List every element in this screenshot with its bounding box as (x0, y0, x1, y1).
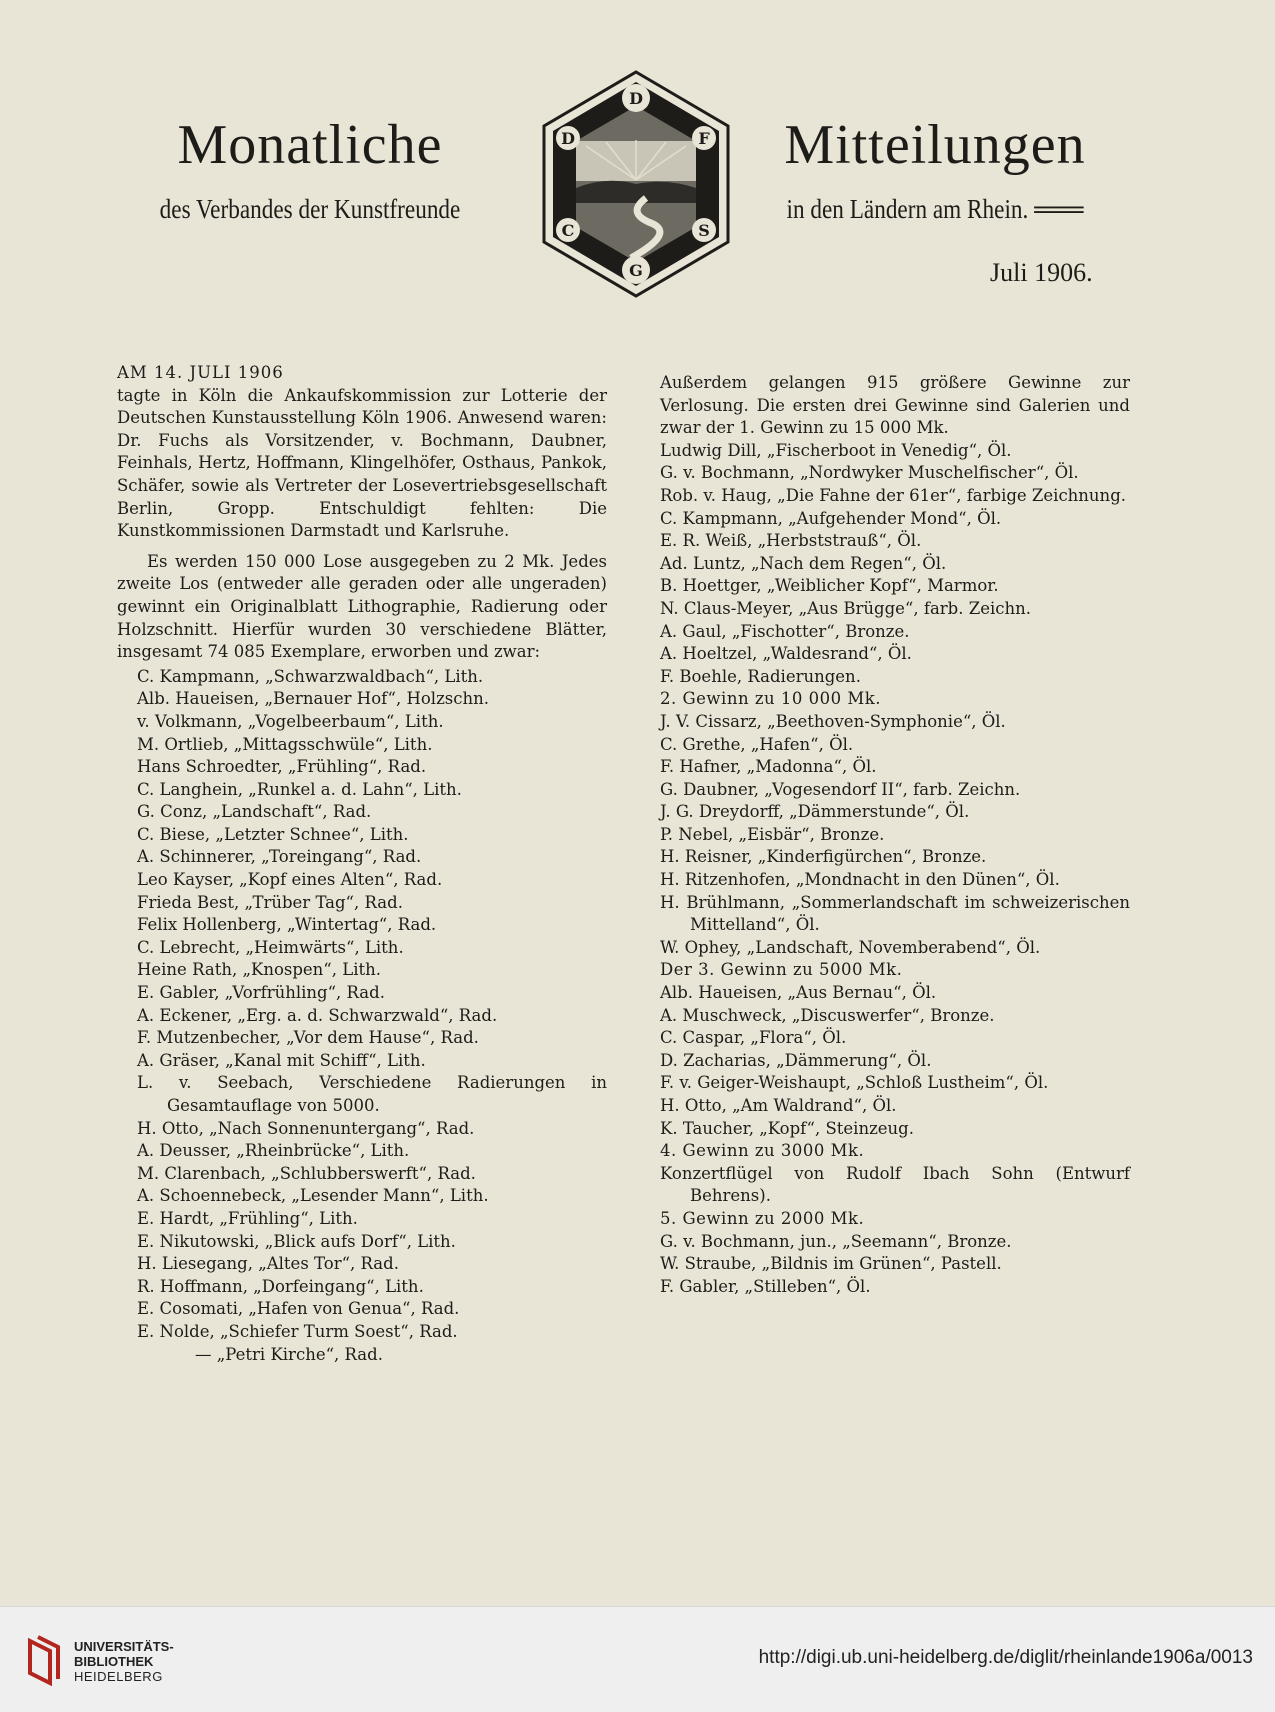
list-item: E. Nikutowski, „Blick aufs Dorf“, Lith. (137, 1231, 456, 1251)
list-item: E. Hardt, „Frühling“, Lith. (137, 1208, 358, 1228)
list-item: R. Hoffmann, „Dorfeingang“, Lith. (137, 1276, 424, 1296)
emblem-logo (536, 68, 736, 300)
list-item: Leo Kayser, „Kopf eines Alten“, Rad. (137, 870, 443, 890)
list-item: C. Lebrecht, „Heimwärts“, Lith. (137, 937, 404, 957)
list-item: F. v. Geiger-Weishaupt, „Schloß Lustheim“, Öl. (660, 1073, 1049, 1093)
list-item: A. Gaul, „Fischotter“, Bronze. (660, 621, 910, 641)
list-item: A. Eckener, „Erg. a. d. Schwarzwald“, Rad. (137, 1005, 498, 1025)
list-item: Rob. v. Haug, „Die Fahne der 61er“, farbige Zeichnung. (660, 485, 1126, 505)
list-item: C. Biese, „Letzter Schnee“, Lith. (137, 824, 409, 844)
masthead-title-right: Mitteilungen (784, 114, 1086, 176)
list-item: C. Caspar, „Flora“, Öl. (660, 1028, 847, 1048)
list-item: H. Brühlmann, „Sommerlandschaft im schweizerischen Mittelland“, Öl. (660, 892, 1130, 935)
prize5-list (660, 1231, 1130, 1299)
masthead-left (130, 112, 490, 226)
list-item: C. Langhein, „Runkel a. d. Lahn“, Lith. (137, 779, 462, 799)
lead-heading: AM 14. JULI 1906 (117, 363, 284, 382)
svg-text:G: G (629, 261, 643, 280)
prize4-list (660, 1163, 1130, 1208)
svg-text:S: S (698, 221, 710, 240)
list-item: L. v. Seebach, Verschiedene Radierungen in Gesamtauflage von 5000. (137, 1073, 607, 1115)
list-item: C. Kampmann, „Schwarzwaldbach“, Lith. (137, 666, 484, 686)
library-name-line3: HEIDELBERG (74, 1669, 163, 1684)
list-item: E. Cosomati, „Hafen von Genua“, Rad. (137, 1299, 460, 1319)
list-item: H. Reisner, „Kinderfigürchen“, Bronze. (660, 847, 987, 867)
list-item: Heine Rath, „Knospen“, Lith. (137, 960, 381, 980)
decorative-rule: ═══ (1034, 194, 1084, 224)
list-item: E. R. Weiß, „Herbststrauß“, Öl. (660, 531, 922, 551)
list-item: J. V. Cissarz, „Beethoven-Symphonie“, Öl. (660, 711, 1006, 731)
masthead-subtitle-right-text: in den Ländern am Rhein. (786, 194, 1029, 224)
list-item: Ludwig Dill, „Fischerboot in Venedig“, Öl. (660, 440, 1012, 460)
permalink-url[interactable]: http://digi.ub.uni-heidelberg.de/diglit/rheinlande1906a/0013 (758, 1647, 1253, 1668)
library-name-line1: UNIVERSITÄTS- (74, 1639, 174, 1654)
list-item: A. Muschweck, „Discuswerfer“, Bronze. (660, 1005, 995, 1025)
list-item: — „Petri Kirche“, Rad. (195, 1344, 383, 1364)
list-item: A. Schoennebeck, „Lesender Mann“, Lith. (137, 1186, 489, 1206)
prize3-list (660, 982, 1130, 1140)
list-item: v. Volkmann, „Vogelbeerbaum“, Lith. (137, 711, 444, 731)
list-item: Felix Hollenberg, „Wintertag“, Rad. (137, 915, 437, 935)
right-column (660, 372, 1130, 1298)
masthead-subtitle-left: des Verbandes der Kunstfreunde (159, 194, 461, 224)
list-item: G. v. Bochmann, „Nordwyker Muschelfischer“, Öl. (660, 463, 1079, 483)
masthead-title-left: Monatliche (177, 114, 443, 176)
issue-date: Juli 1906. (990, 258, 1093, 287)
list-item: F. Gabler, „Stilleben“, Öl. (660, 1276, 871, 1296)
list-item: A. Schinnerer, „Toreingang“, Rad. (137, 847, 422, 867)
list-item: H. Otto, „Am Waldrand“, Öl. (660, 1096, 897, 1115)
svg-text:D: D (629, 89, 643, 108)
left-column (117, 362, 607, 1366)
list-item: P. Nebel, „Eisbär“, Bronze. (660, 824, 885, 844)
list-item: W. Ophey, „Landschaft, Novemberabend“, Öl. (660, 937, 1041, 957)
list-item: A. Hoeltzel, „Waldesrand“, Öl. (660, 644, 912, 664)
footer-bar (0, 1606, 1275, 1712)
list-item: A. Gräser, „Kanal mit Schiff“, Lith. (137, 1050, 426, 1070)
list-item: G. Conz, „Landschaft“, Rad. (137, 802, 372, 822)
list-item: N. Claus-Meyer, „Aus Brügge“, farb. Zeichn. (660, 598, 1031, 618)
list-item: E. Gabler, „Vorfrühling“, Rad. (137, 983, 385, 1003)
list-item: M. Clarenbach, „Schlubberswerft“, Rad. (137, 1163, 476, 1183)
list-item: K. Taucher, „Kopf“, Steinzeug. (660, 1118, 914, 1138)
prize5-heading: 5. Gewinn zu 2000 Mk. (660, 1208, 865, 1228)
list-item: G. Daubner, „Vogesendorf II“, farb. Zeichn. (660, 779, 1021, 799)
prize2-list (660, 711, 1130, 960)
svg-text:D: D (561, 129, 575, 148)
list-item: Alb. Haueisen, „Aus Bernau“, Öl. (660, 983, 937, 1003)
paragraph-prizes-intro: Außerdem gelangen 915 größere Gewinne zur Verlosung. Die ersten drei Gewinne sind Galerien und zwar der 1. Gewinn zu 15 000 Mk. (660, 373, 1130, 438)
svg-text:F: F (698, 129, 710, 148)
masthead-right (755, 112, 1115, 226)
library-name (74, 1639, 174, 1684)
list-item: W. Straube, „Bildnis im Grünen“, Pastell. (660, 1254, 1002, 1274)
list-item: H. Otto, „Nach Sonnenuntergang“, Rad. (137, 1118, 475, 1138)
print-list (117, 666, 607, 1366)
list-item: D. Zacharias, „Dämmerung“, Öl. (660, 1050, 932, 1070)
list-item: Frieda Best, „Trüber Tag“, Rad. (137, 892, 403, 912)
prize1-list (660, 440, 1130, 689)
prize4-heading: 4. Gewinn zu 3000 Mk. (660, 1141, 865, 1161)
paragraph-lots: Es werden 150 000 Lose ausgegeben zu 2 Mk. Jedes zweite Los (entweder alle geraden oder alle ungeraden) gewinnt ein Originalblatt Lithographie, Radierung oder Holzschnitt. Hierfür wurden 30 verschiedene Blätter, insgesamt 74 085 Exemplare, erworben und zwar: (117, 551, 607, 662)
list-item: Hans Schroedter, „Frühling“, Rad. (137, 757, 427, 777)
list-item: F. Mutzenbecher, „Vor dem Hause“, Rad. (137, 1028, 479, 1048)
library-logo-icon (24, 1635, 64, 1689)
masthead-subtitle-right (780, 192, 1090, 226)
svg-text:C: C (561, 221, 575, 240)
list-item: B. Hoettger, „Weiblicher Kopf“, Marmor. (660, 576, 999, 596)
paragraph-commission: tagte in Köln die Ankaufskommission zur Lotterie der Deutschen Kunstausstellung Köln 1906. Anwesend waren: Dr. Fuchs als Vorsitzender, v. Bochmann, Daubner, Feinhals, Hertz, Hoffmann, Klingelhöfer, Osthaus, Pankok, Schäfer, sowie als Vertreter der Losevertriebsgesellschaft Berlin, Gropp. Entschuldigt fehlten: Die Kunstkommissionen Darmstadt und Karlsruhe. (117, 385, 607, 541)
list-item: Konzertflügel von Rudolf Ibach Sohn (Entwurf Behrens). (660, 1163, 1130, 1206)
list-item: E. Nolde, „Schiefer Turm Soest“, Rad. (137, 1321, 458, 1341)
list-item: F. Boehle, Radierungen. (660, 666, 861, 686)
list-item: G. v. Bochmann, jun., „Seemann“, Bronze. (660, 1231, 1012, 1251)
list-item: C. Grethe, „Hafen“, Öl. (660, 734, 854, 754)
list-item: C. Kampmann, „Aufgehender Mond“, Öl. (660, 508, 1002, 528)
prize3-heading: Der 3. Gewinn zu 5000 Mk. (660, 960, 903, 980)
list-item: F. Hafner, „Madonna“, Öl. (660, 757, 877, 777)
list-item: H. Liesegang, „Altes Tor“, Rad. (137, 1254, 399, 1274)
list-item: Ad. Luntz, „Nach dem Regen“, Öl. (660, 553, 947, 573)
list-item: J. G. Dreydorff, „Dämmerstunde“, Öl. (660, 802, 970, 822)
list-item: M. Ortlieb, „Mittagsschwüle“, Lith. (137, 734, 433, 754)
list-item: Alb. Haueisen, „Bernauer Hof“, Holzschn. (137, 689, 489, 709)
prize2-heading: 2. Gewinn zu 10 000 Mk. (660, 689, 882, 709)
list-item: A. Deusser, „Rheinbrücke“, Lith. (137, 1141, 410, 1161)
list-item: H. Ritzenhofen, „Mondnacht in den Dünen“, Öl. (660, 870, 1060, 890)
library-name-line2: BIBLIOTHEK (74, 1654, 154, 1669)
